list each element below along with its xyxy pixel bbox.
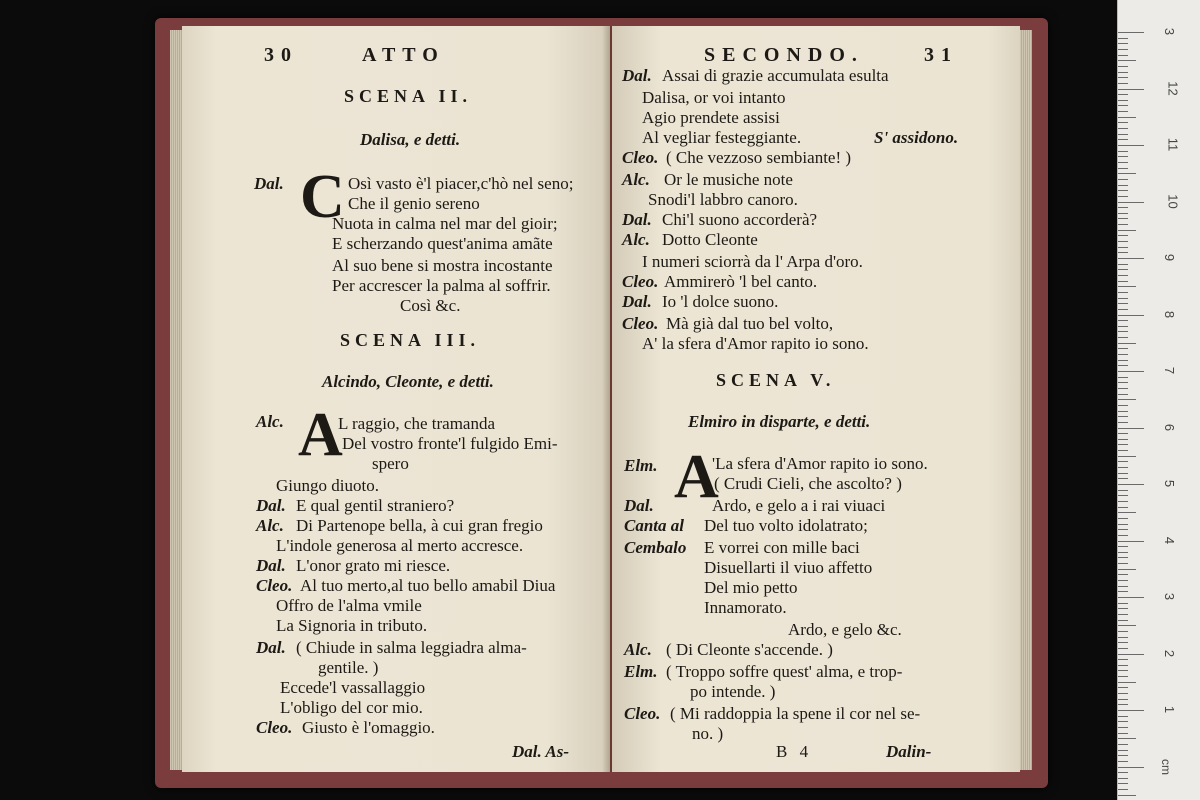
ruler-tick (1118, 224, 1128, 225)
ruler-tick (1118, 778, 1128, 779)
ruler-tick (1118, 433, 1128, 434)
ruler-tick (1118, 348, 1128, 349)
ruler-tick (1118, 326, 1128, 327)
ruler-tick (1118, 495, 1128, 496)
ruler-tick (1118, 354, 1128, 355)
ruler-tick (1118, 235, 1128, 236)
dialogue-line: Giusto è l'omaggio. (302, 718, 435, 737)
ruler-tick (1118, 490, 1128, 491)
ruler-tick (1118, 55, 1128, 56)
ruler-tick (1118, 230, 1136, 231)
ruler-tick (1118, 315, 1144, 316)
dialogue-line: Assai di grazie accumulata esulta (662, 66, 889, 85)
ruler-tick (1118, 388, 1128, 389)
ruler-tick (1118, 693, 1128, 694)
ruler-tick (1118, 32, 1144, 33)
dialogue-line: Ardo, e gelo a i rai viuaci (712, 496, 886, 515)
ruler-tick (1118, 286, 1136, 287)
ruler-tick (1118, 603, 1128, 604)
ruler-number: 8 (1162, 310, 1178, 318)
dialogue-line: po intende. ) (690, 682, 776, 701)
ruler-tick (1118, 614, 1128, 615)
ruler-unit: cm (1159, 759, 1173, 775)
verse-line: Così &c. (400, 296, 461, 315)
dialogue-line: E qual gentil straniero? (296, 496, 455, 515)
dialogue-line: ( Di Cleonte s'accende. ) (666, 640, 833, 659)
ruler-tick (1118, 569, 1136, 570)
ruler-tick (1118, 699, 1128, 700)
ruler-tick (1118, 761, 1128, 762)
ruler-tick (1118, 733, 1128, 734)
ruler-tick (1118, 145, 1144, 146)
ruler-tick (1118, 422, 1128, 423)
dialogue-line: L'obligo del cor mio. (280, 698, 423, 717)
ruler-tick (1118, 168, 1128, 169)
verse-line: Per accrescer la palma al soffrir. (332, 276, 551, 295)
ruler-tick (1118, 303, 1128, 304)
right-page (612, 26, 1020, 772)
dialogue-line: ( Che vezzoso sembiante! ) (666, 148, 852, 167)
ruler-tick (1118, 134, 1128, 135)
ruler-tick (1118, 456, 1136, 457)
running-head: SECONDO. (704, 44, 864, 66)
ruler-tick (1118, 343, 1136, 344)
ruler-tick (1118, 43, 1128, 44)
dialogue-line: Dalisa, or voi intanto (642, 88, 786, 107)
ruler-tick (1118, 196, 1128, 197)
measuring-ruler (1117, 0, 1200, 800)
ruler-tick (1118, 94, 1128, 95)
ruler-tick (1118, 783, 1128, 784)
ruler-tick (1118, 309, 1128, 310)
ruler-tick (1118, 439, 1128, 440)
dialogue-line: gentile. ) (318, 658, 379, 677)
ruler-tick (1118, 789, 1128, 790)
ruler-tick (1118, 670, 1128, 671)
dialogue-line: L'indole generosa al merto accresce. (276, 536, 524, 555)
ruler-tick (1118, 269, 1128, 270)
ruler-tick (1118, 258, 1144, 259)
dialogue-line: Al tuo merto,al tuo bello amabil Diua (300, 576, 556, 595)
ruler-tick (1118, 185, 1128, 186)
speaker-label: Cleo. (622, 148, 659, 167)
scene-title: SCENA II. (344, 86, 473, 106)
ruler-tick (1118, 337, 1128, 338)
speaker-label: Dal. (254, 174, 284, 193)
ruler-tick (1118, 241, 1128, 242)
ruler-tick (1118, 484, 1144, 485)
dialogue-line: Al vegliar festeggiante. (642, 128, 802, 147)
stage-direction: S' assidono. (874, 128, 959, 147)
ruler-tick (1118, 608, 1128, 609)
dialogue-line: I numeri sciorrà da l' Arpa d'oro. (642, 252, 863, 271)
dialogue-line: Io 'l dolce suono. (662, 292, 779, 311)
ruler-tick (1118, 405, 1128, 406)
speaker-label: Elm. (624, 662, 658, 681)
catchword: Dal. As- (512, 742, 569, 761)
ruler-tick (1118, 122, 1128, 123)
ruler-tick (1118, 654, 1144, 655)
speaker-label: Dal. (256, 638, 286, 657)
ruler-tick (1118, 320, 1128, 321)
ruler-tick (1118, 179, 1128, 180)
ruler-tick (1118, 151, 1128, 152)
drop-cap: A (298, 401, 343, 469)
verse-line: 'La sfera d'Amor rapito io sono. (712, 454, 928, 473)
ruler-tick (1118, 512, 1136, 513)
ruler-number: 1 (1162, 705, 1178, 714)
ruler-tick (1118, 620, 1128, 621)
ruler-number: 5 (1162, 479, 1178, 488)
ruler-number: 10 (1165, 193, 1181, 209)
ruler-tick (1118, 264, 1128, 265)
ruler-tick (1118, 744, 1128, 745)
dialogue-line: Ammirerò 'l bel canto. (664, 272, 818, 291)
ruler-tick (1118, 128, 1128, 129)
ruler-number: 2 (1162, 649, 1178, 657)
ruler-tick (1118, 72, 1128, 73)
ruler-tick (1118, 416, 1128, 417)
ruler-tick (1118, 173, 1136, 174)
ruler-tick (1118, 665, 1128, 666)
page-edges-right (1018, 30, 1032, 770)
ruler-tick (1118, 100, 1128, 101)
speaker-label: Alc. (622, 230, 650, 249)
ruler-tick (1118, 49, 1128, 50)
dialogue-line: Ardo, e gelo &c. (788, 620, 902, 639)
ruler-tick (1118, 252, 1128, 253)
ruler-tick (1118, 552, 1128, 553)
dialogue-line: La Signoria in tributo. (276, 616, 428, 635)
ruler-number: 7 (1162, 366, 1178, 375)
ruler-tick (1118, 371, 1144, 372)
speaker-label: Dal. (622, 210, 652, 229)
dialogue-line: ( Troppo soffre quest' alma, e trop- (666, 662, 903, 681)
ruler-tick (1118, 60, 1136, 61)
ruler-tick (1118, 461, 1128, 462)
signature-mark: B 4 (776, 742, 813, 761)
ruler-tick (1118, 247, 1128, 248)
ruler-tick (1118, 467, 1128, 468)
ruler-tick (1118, 89, 1144, 90)
speaker-label: Cleo. (622, 272, 659, 291)
dialogue-line: ( Mi raddoppia la spene il cor nel se- (670, 704, 921, 723)
dialogue-line: Offro de l'alma vmile (276, 596, 422, 615)
ruler-tick (1118, 365, 1128, 366)
ruler-tick (1118, 38, 1128, 39)
ruler-tick (1118, 524, 1128, 525)
speaker-label: Alc. (624, 640, 652, 659)
verse-line: Al suo bene si mostra incostante (332, 256, 553, 275)
ruler-tick (1118, 716, 1128, 717)
dialogue-line: Or le musiche note (664, 170, 793, 189)
ruler-tick (1118, 642, 1128, 643)
ruler-tick (1118, 83, 1128, 84)
dialogue-line: Dotto Cleonte (662, 230, 758, 249)
ruler-tick (1118, 478, 1128, 479)
verse-line: ( Crudi Cieli, che ascolto? ) (714, 474, 902, 493)
dialogue-line: Del mio petto (704, 578, 798, 597)
ruler-tick (1118, 394, 1128, 395)
page-number: 31 (924, 44, 958, 66)
left-page (182, 26, 610, 772)
ruler-tick (1118, 473, 1128, 474)
ruler-tick (1118, 331, 1128, 332)
speaker-label: Cembalo (624, 538, 687, 557)
speaker-label: Dal. (256, 556, 286, 575)
speaker-label: Dal. (622, 292, 652, 311)
ruler-number: 4 (1162, 536, 1178, 544)
dialogue-line: Di Partenope bella, à cui gran fregio (296, 516, 543, 535)
catchword: Dalin- (886, 742, 932, 761)
speaker-label: Cleo. (624, 704, 661, 723)
ruler-number: 3 (1162, 592, 1178, 601)
drop-cap: C (300, 163, 345, 231)
ruler-tick (1118, 117, 1136, 118)
ruler-tick (1118, 795, 1136, 796)
dialogue-line: L'onor grato mi riesce. (296, 556, 451, 575)
verse-line: L raggio, che tramanda (338, 414, 496, 433)
ruler-tick (1118, 580, 1128, 581)
speaker-label: Canta al (624, 516, 684, 535)
ruler-tick (1118, 77, 1128, 78)
ruler-number: 12 (1165, 80, 1181, 96)
ruler-tick (1118, 450, 1128, 451)
ruler-tick (1118, 360, 1128, 361)
ruler-tick (1118, 444, 1128, 445)
ruler-number: 3 (1162, 27, 1178, 36)
ruler-tick (1118, 721, 1128, 722)
verse-line: Nuota in calma nel mar del gioir; (332, 214, 558, 233)
dialogue-line: Eccede'l vassallaggio (280, 678, 426, 697)
speaker-label: Dal. (622, 66, 652, 85)
ruler-tick (1118, 772, 1128, 773)
ruler-tick (1118, 541, 1144, 542)
ruler-tick (1118, 399, 1136, 400)
verse-line: spero (372, 454, 409, 473)
ruler-tick (1118, 207, 1128, 208)
ruler-tick (1118, 139, 1128, 140)
ruler-tick (1118, 501, 1128, 502)
ruler-tick (1118, 738, 1136, 739)
speaker-label: Cleo. (256, 576, 293, 595)
dialogue-line: Innamorato. (704, 598, 787, 617)
ruler-tick (1118, 631, 1128, 632)
speaker-label: Dal. (624, 496, 654, 515)
dialogue-line: A' la sfera d'Amor rapito io sono. (642, 334, 869, 353)
dialogue-line: Agio prendete assisi (642, 108, 780, 127)
dialogue-line: Snodi'l labbro canoro. (648, 190, 798, 209)
speaker-label: Cleo. (256, 718, 293, 737)
ruler-tick (1118, 105, 1128, 106)
ruler-tick (1118, 213, 1128, 214)
speaker-label: Alc. (622, 170, 650, 189)
ruler-tick (1118, 546, 1128, 547)
ruler-tick (1118, 625, 1136, 626)
ruler-number: 6 (1162, 423, 1178, 431)
ruler-tick (1118, 281, 1128, 282)
ruler-tick (1118, 428, 1144, 429)
drop-cap: A (674, 443, 719, 511)
ruler-tick (1118, 755, 1128, 756)
speaker-label: Alc. (256, 516, 284, 535)
ruler-tick (1118, 557, 1128, 558)
scene-characters: Elmiro in disparte, e detti. (688, 412, 871, 431)
speaker-label: Alc. (256, 412, 284, 431)
ruler-tick (1118, 682, 1136, 683)
ruler-tick (1118, 377, 1128, 378)
ruler-tick (1118, 292, 1128, 293)
ruler-tick (1118, 162, 1128, 163)
verse-line: Che il genio sereno (348, 194, 480, 213)
ruler-tick (1118, 637, 1128, 638)
ruler-tick (1118, 507, 1128, 508)
ruler-tick (1118, 275, 1128, 276)
ruler-tick (1118, 586, 1128, 587)
ruler-tick (1118, 767, 1144, 768)
ruler-tick (1118, 66, 1128, 67)
dialogue-line: E vorrei con mille baci (704, 538, 860, 557)
ruler-tick (1118, 750, 1128, 751)
ruler-tick (1118, 676, 1128, 677)
ruler-tick (1118, 710, 1144, 711)
dialogue-line: Del tuo volto idolatrato; (704, 516, 868, 535)
ruler-tick (1118, 411, 1128, 412)
ruler-tick (1118, 591, 1128, 592)
ruler-tick (1118, 597, 1144, 598)
scene-title: SCENA III. (340, 330, 481, 350)
ruler-tick (1118, 727, 1128, 728)
scene-characters: Alcindo, Cleonte, e detti. (322, 372, 494, 391)
dialogue-line: ( Chiude in salma leggiadra alma- (296, 638, 527, 657)
running-head: ATTO (362, 44, 445, 66)
ruler-tick (1118, 298, 1128, 299)
ruler-number: 11 (1165, 137, 1181, 152)
scene-title: SCENA V. (716, 370, 836, 390)
ruler-tick (1118, 659, 1128, 660)
ruler-tick (1118, 202, 1144, 203)
verse-line: Del vostro fronte'l fulgido Emi- (342, 434, 558, 453)
ruler-tick (1118, 563, 1128, 564)
speaker-label: Cleo. (622, 314, 659, 333)
verse-line: Giungo diuoto. (276, 476, 379, 495)
ruler-tick (1118, 535, 1128, 536)
dialogue-line: no. ) (692, 724, 724, 743)
speaker-label: Dal. (256, 496, 286, 515)
ruler-tick (1118, 156, 1128, 157)
ruler-tick (1118, 190, 1128, 191)
dialogue-line: Mà già dal tuo bel volto, (666, 314, 834, 333)
ruler-tick (1118, 529, 1128, 530)
ruler-tick (1118, 382, 1128, 383)
speaker-label: Elm. (624, 456, 658, 475)
page-number: 30 (264, 44, 298, 66)
ruler-tick (1118, 111, 1128, 112)
verse-line: E scherzando quest'anima amãte (332, 234, 553, 253)
verse-line: Osì vasto è'l piacer,c'hò nel seno; (348, 174, 574, 193)
scene-characters: Dalisa, e detti. (360, 130, 461, 149)
ruler-tick (1118, 687, 1128, 688)
dialogue-line: Disuellarti il viuo affetto (704, 558, 873, 577)
ruler-tick (1118, 648, 1128, 649)
ruler-tick (1118, 518, 1128, 519)
dialogue-line: Chi'l suono accorderà? (662, 210, 818, 229)
ruler-number: 9 (1162, 253, 1178, 262)
ruler-tick (1118, 218, 1128, 219)
ruler-tick (1118, 704, 1128, 705)
ruler-tick (1118, 574, 1128, 575)
